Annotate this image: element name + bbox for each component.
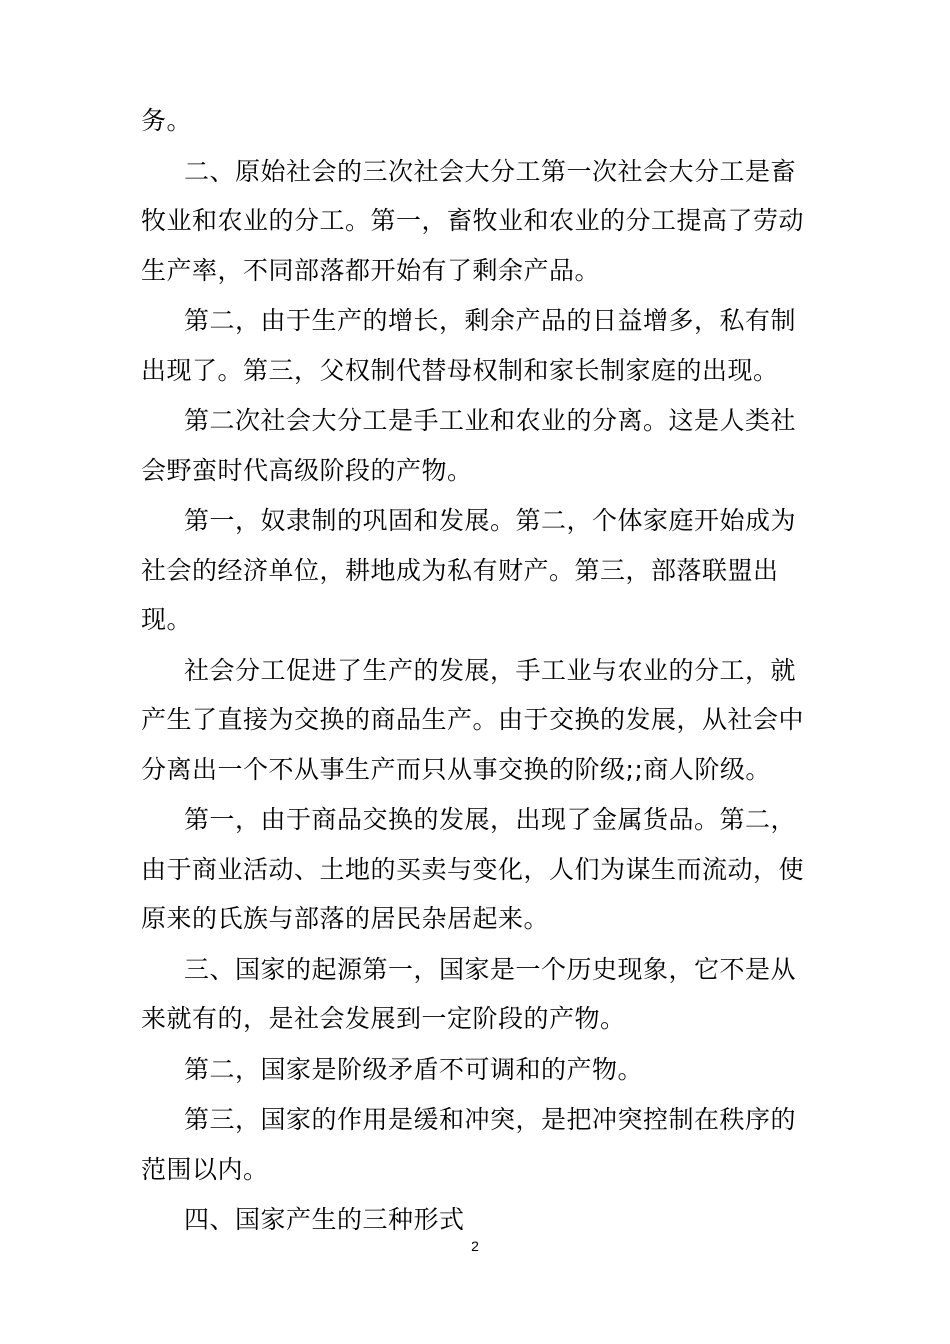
paragraph: 第一，奴隶制的巩固和发展。第二，个体家庭开始成为社会的经济单位，耕地成为私有财产。第三，部落联盟出现。 [141,506,797,634]
paragraph: 社会分工促进了生产的发展，手工业与农业的分工，就产生了直接为交换的商品生产。由于交换的发展，从社会中分离出一个不从事生产而只从事交换的阶级;;商人阶级。 [141,655,805,784]
paragraph: 三、国家的起源第一，国家是一个历史现象，它不是从来就有的，是社会发展到一定阶段的产物。 [141,954,797,1033]
paragraph: 二、原始社会的三次社会大分工第一次社会大分工是畜牧业和农业的分工。第一，畜牧业和农业的分工提高了劳动生产率，不同部落都开始有了剩余产品。 [141,156,805,285]
paragraph: 第二次社会大分工是手工业和农业的分离。这是人类社会野蛮时代高级阶段的产物。 [141,406,797,485]
document-body [141,96,806,1246]
page-number: 2 [471,1238,479,1254]
paragraph: 第二，由于生产的增长，剩余产品的日益增多，私有制出现了。第三，父权制代替母权制和家长制家庭的出现。 [141,306,797,385]
paragraph: 第二，国家是阶级矛盾不可调和的产物。 [184,1054,644,1084]
paragraph: 第一，由于商品交换的发展，出现了金属货品。第二，由于商业活动、土地的买卖与变化，人们为谋生而流动，使原来的氏族与部落的居民杂居起来。 [141,805,805,933]
section-heading: 四、国家产生的三种形式 [184,1205,465,1234]
paragraph: 务。 [141,106,193,135]
paragraph: 第三，国家的作用是缓和冲突，是把冲突控制在秩序的范围以内。 [141,1105,797,1184]
